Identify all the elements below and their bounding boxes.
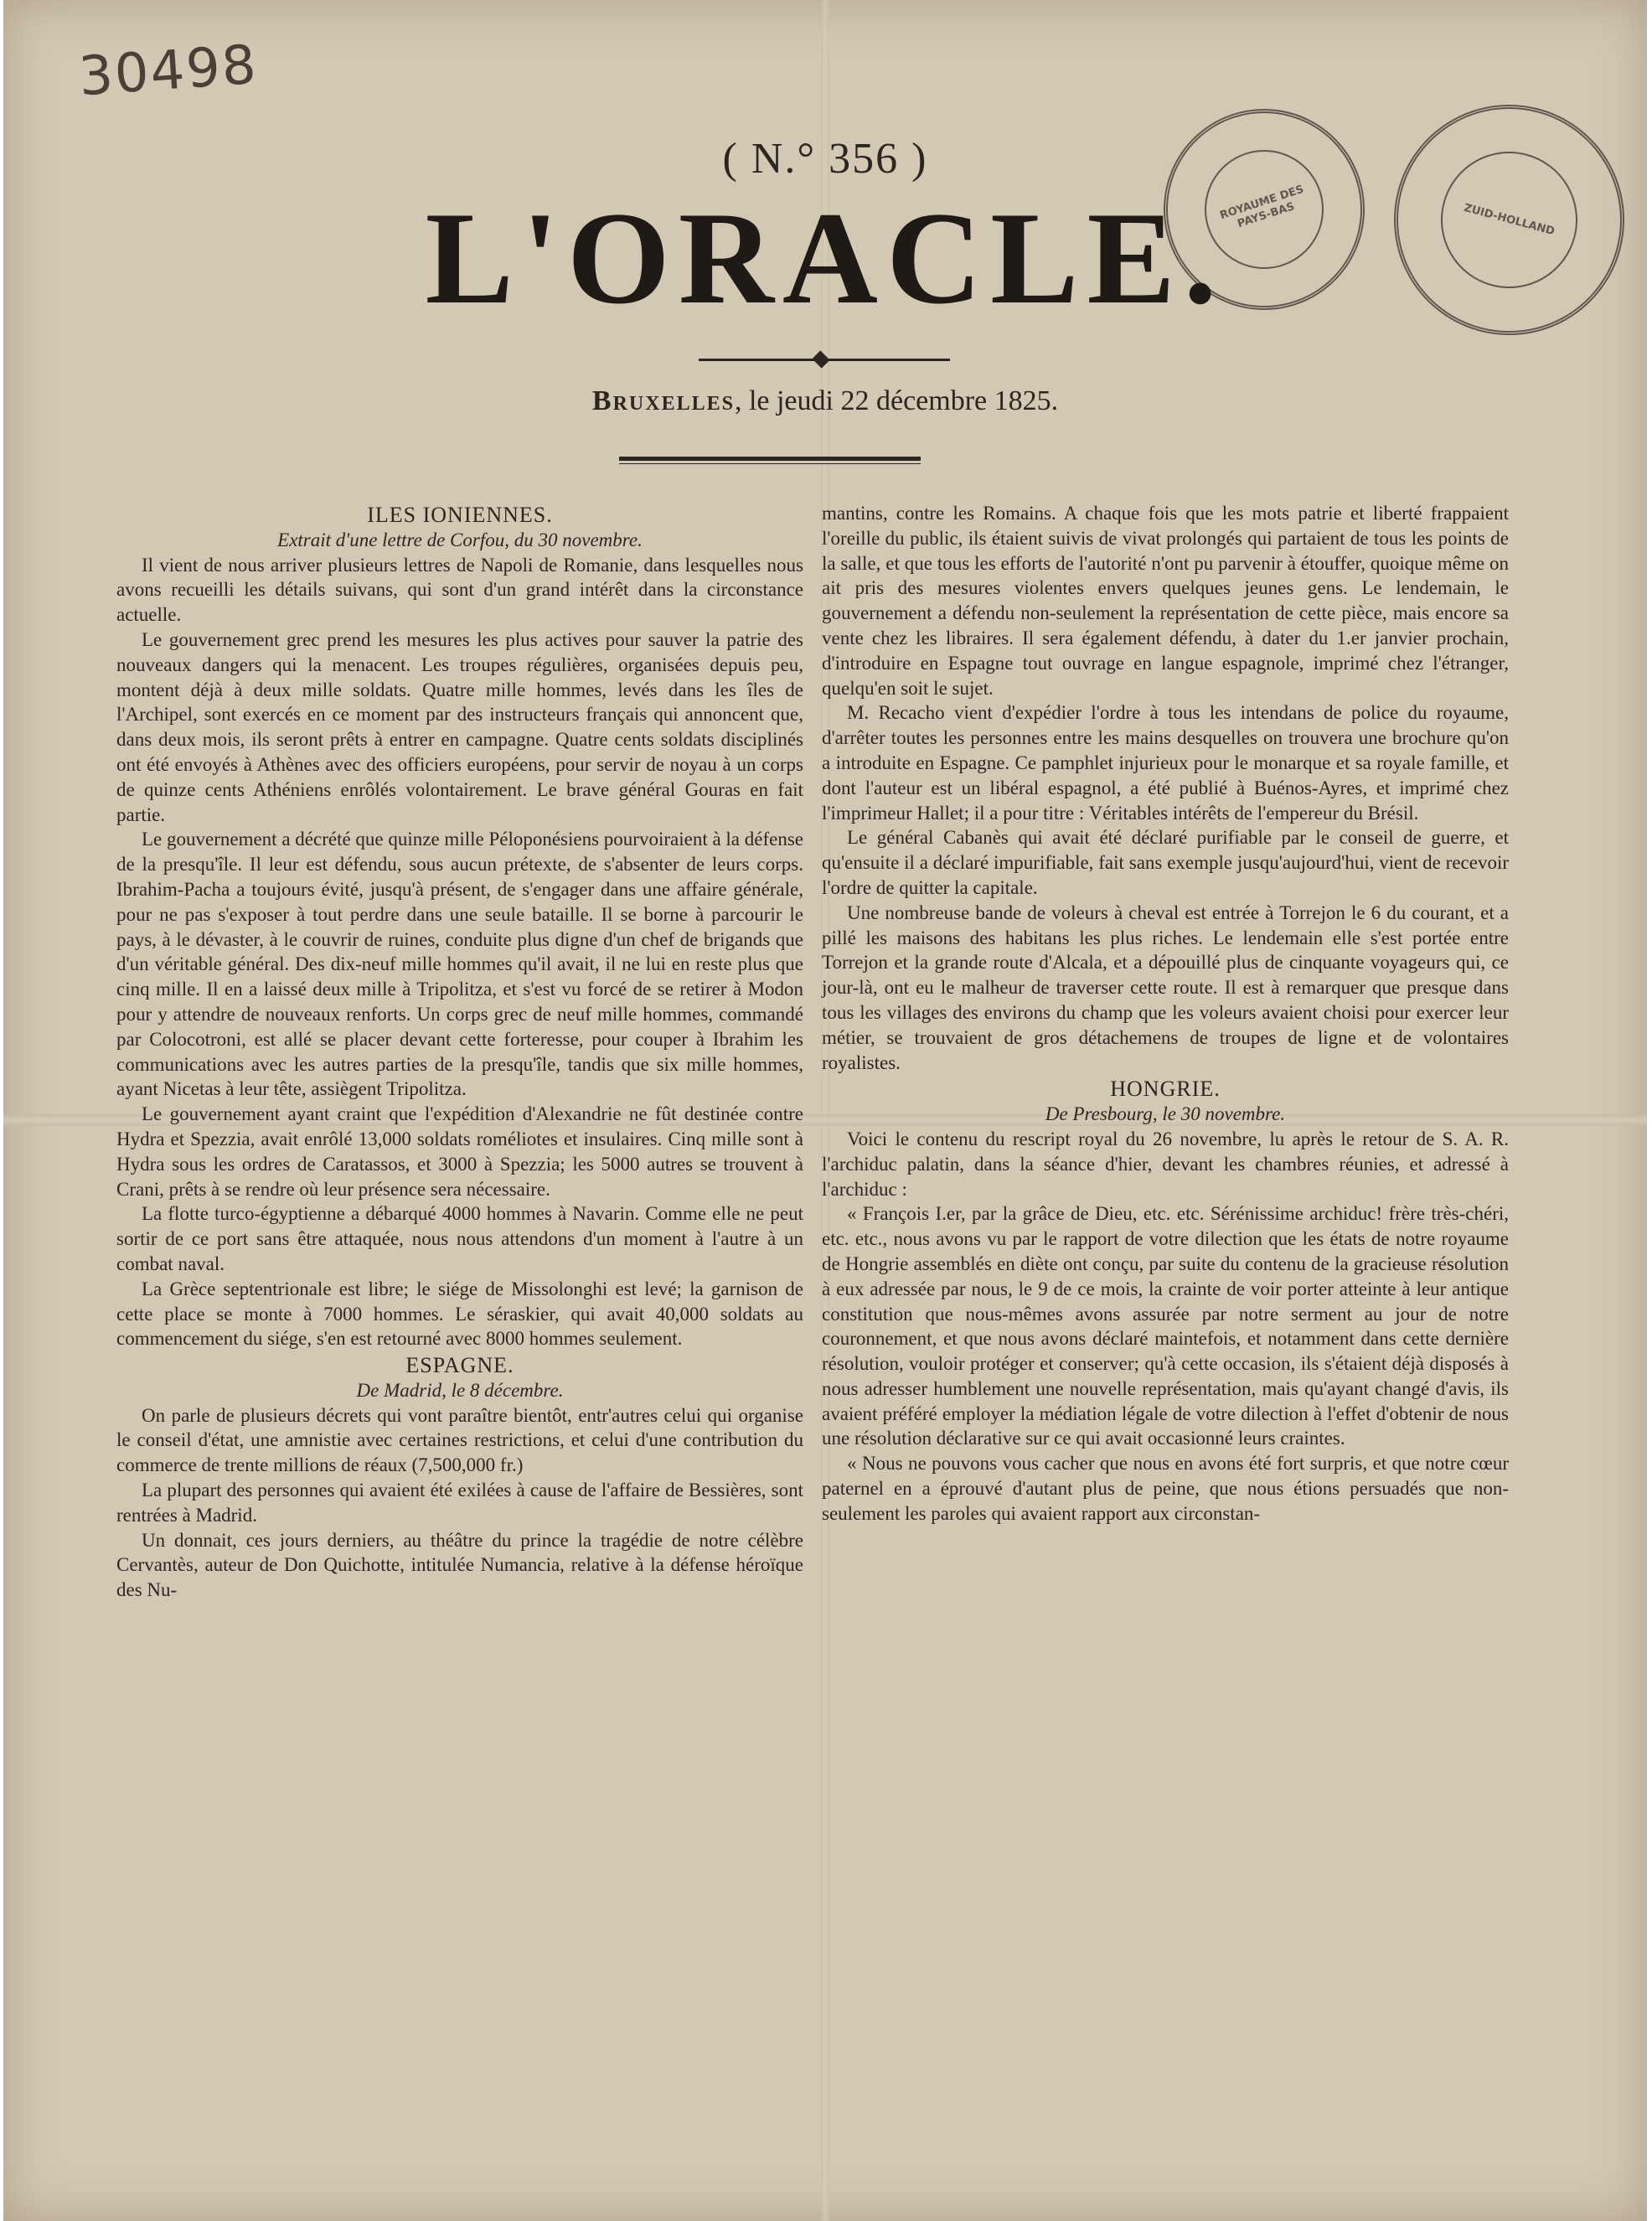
section-subheading-presbourg: De Presbourg, le 30 novembre. — [1045, 1103, 1286, 1125]
stamp-1-label: ROYAUME DES PAYS-BAS — [1190, 135, 1340, 285]
dateline-city: Bruxelles — [591, 385, 735, 416]
issue-number: ( N.° 356 ) — [722, 135, 928, 183]
paragraph: Le gouvernement grec prend les mesures les plus actives pour sauver la patrie des nouveaux dangers qui la menacent. Les troupes régulières, organisées depuis peu, montent déjà à deux mille soldats. Quatre mille hommes, levés dans les îles de l'Archipel, sont exercés en ce moment par des instructeurs français qui annoncent que, dans deux mois, ils seront prêts à entrer en campagne. Quatre cents soldats disciplinés ont été envoyés à Athènes avec des officiers européens, pour servir de noyau à un corps de quinze cents Athéniens enrôlés volontairement. Le brave général Gouras en fait partie. — [116, 628, 803, 825]
dateline-date: , le jeudi 22 décembre 1825. — [734, 385, 1059, 416]
paragraph: Voici le contenu du rescript royal du 26 novembre, lu après le retour de S. A. R. l'archiduc palatin, dans la séance d'hier, devant les chambres réunies, et adressé à l'archiduc : — [822, 1128, 1509, 1200]
paragraph: La flotte turco-égyptienne a débarqué 4000 hommes à Navarin. Comme elle ne peut sortir de ce port sans être attaquée, nous nous attendons d'un moment à l'autre à un combat naval. — [116, 1203, 803, 1274]
section-subheading-corfou: Extrait d'une lettre de Corfou, du 30 novembre. — [277, 529, 643, 550]
paragraph: Il vient de nous arriver plusieurs lettres de Napoli de Romanie, dans lesquelles nous avons recueilli les détails suivans, qui sont d'un grand intérêt dans la circonstance actuelle. — [116, 554, 803, 626]
paragraph: Une nombreuse bande de voleurs à cheval est entrée à Torrejon le 6 du courant, et a pillé les maisons des habitans les plus riches. Le lendemain elle s'est portée entre Torrejon et la grande route d'Alcala, et a dépouillé plus de cinquante voyageurs qui, ce jour-là, ont eu le malheur de traverser cette route. Il est à remarquer que presque dans tous les villages des environs du champ que les voleurs avaient choisi pour exercer leur métier, se trouvaient de gros détachemens de troupes de ligne et de volontaires royalistes. — [822, 901, 1509, 1073]
paragraph: La plupart des personnes qui avaient été exilées à cause de l'affaire de Bessières, sont rentrées à Madrid. — [116, 1480, 803, 1526]
masthead-rule — [619, 457, 921, 461]
paragraph: « François I.er, par la grâce de Dieu, etc. etc. Sérénissime archiduc! frère très-chéri, etc. etc., nous avons vu par le rapport de votre dilection que les états de notre royaume de Hongrie assemblés en diète ont conçu, par suite du contenu de la gracieuse résolution à eux adressée par nous, le 9 de ce mois, la crainte de voir porter atteinte à leur antique constitution que nous-mêmes avons assurée par notre serment au jour de notre couronnement, et que nous avons déclaré maintefois, et notamment dans cette dernière résolution, vouloir protéger et conserver; qu'à cette occasion, ils s'étaient déjà disposés à nous adresser humblement une nouvelle représentation, mais qu'ayant changé d'avis, ils avaient préféré employer la médiation légale de votre dilection à l'effet d'obtenir de nous une résolution déclarative sur ce qui avait occasionné leurs craintes. — [822, 1203, 1509, 1449]
newspaper-title: L'ORACLE. — [425, 185, 1226, 332]
column-left — [116, 501, 803, 1603]
section-heading-ionian: ILES IONIENNES. — [367, 503, 553, 527]
column-right — [822, 501, 1509, 1526]
dateline — [3, 385, 1647, 417]
masthead-rule-thin — [619, 463, 921, 464]
paragraph: Le général Cabanès qui avait été déclaré purifiable par le conseil de guerre, et qu'ensuite il a déclaré impurifiable, fait sans exemple jusqu'aujourd'hui, vient de recevoir l'ordre de quitter la capitale. — [822, 827, 1509, 898]
newspaper-page — [3, 0, 1647, 2221]
paragraph: M. Recacho vient d'expédier l'ordre à tous les intendans de police du royaume, d'arrêter toutes les personnes entre les mains desquelles on trouvera une brochure qu'on a introduite en Espagne. Ce pamphlet injurieux pour le monarque et sa royale famille, et dont l'auteur est un libéral espagnol, a été publié à Buénos-Ayres, et imprimé chez l'imprimeur Hallet; il a pour titre : Véritables intérêts de l'empereur du Brésil. — [822, 702, 1509, 824]
paragraph: Le gouvernement a décrété que quinze mille Péloponésiens pourvoiraient à la défense de la presqu'île. Il leur est défendu, sous aucun prétexte, de s'absenter de leurs corps. Ibrahim-Pacha a toujours évité, jusqu'à présent, de s'engager dans une affaire générale, pour ne pas s'exposer à tout perdre dans une seule bataille. Il se borne à parcourir le pays, à le dévaster, à le couvrir de ruines, conduite plus digne d'un chef de brigands que d'un véritable général. Des dix-neuf mille hommes qu'il avait, il ne lui en reste plus que cinq mille. Il en a laissé deux mille à Tripolitza, et s'est vu forcé de se retirer à Modon pour y attendre de nouveaux renforts. Un corps grec de neuf mille hommes, commandé par Colocotroni, est allé se placer devant cette forteresse, pour couper à Ibrahim les communications avec les autres parties de la presqu'île, tandis que six mille hommes, ayant Nicetas à leur tête, assiègent Tripolitza. — [116, 829, 803, 1100]
paragraph: Un donnait, ces jours derniers, au théâtre du prince la tragédie de notre célèbre Cervantès, auteur de Don Quichotte, intitulée Numancia, relative à la défense héroïque des Nu- — [116, 1529, 803, 1601]
inventory-number: 30498 — [76, 34, 260, 109]
paragraph: On parle de plusieurs décrets qui vont paraître bientôt, entr'autres celui qui organise le conseil d'état, une amnistie avec certaines restrictions, et celui d'une contribution du commerce de trente millions de réaux (7,500,000 fr.) — [116, 1404, 803, 1476]
paragraph: Le gouvernement ayant craint que l'expédition d'Alexandrie ne fût destinée contre Hydra et Spezzia, avait enrôlé 13,000 soldats roméliotes et insulaires. Cinq mille sont à Hydra sous les ordres de Caratassos, et 3000 à Spezzia; les 5000 autres se trouvent à Crani, prêts à se rendre où leur présence sera nécessaire. — [116, 1103, 803, 1200]
section-heading-hongrie: HONGRIE. — [1110, 1077, 1221, 1102]
section-heading-espagne: ESPAGNE. — [405, 1353, 514, 1378]
section-subheading-madrid: De Madrid, le 8 décembre. — [356, 1379, 564, 1401]
paragraph: « Nous ne pouvons vous cacher que nous en avons été fort surpris, et que notre cœur paternel en a éprouvé d'autant plus de peine, que nous étions persuadés que non-seulement les paroles qui avaient rapport aux circonstan- — [822, 1453, 1509, 1524]
stamp-2-label: ZUID-HOLLAND — [1426, 137, 1593, 304]
paragraph: mantins, contre les Romains. A chaque fois que les mots patrie et liberté frappaient l'oreille du public, ils étaient suivis de vivat prolongés qui partaient de tous les points de la salle, et que tous les efforts de l'autorité n'ont pu parvenir à étouffer, quoique même on ait pris des mesures violentes envers quelques jeunes gens. Le lendemain, le gouvernement a défendu non-seulement la représentation de cette pièce, mais encore sa vente chez les libraires. Il sera également défendu, à dater du 1.er janvier prochain, d'introduire en Espagne tout ouvrage en langue espagnole, imprimé chez l'étranger, quelqu'en soit le sujet. — [822, 503, 1509, 699]
paragraph: La Grèce septentrionale est libre; le siége de Missolonghi est levé; la garnison de cette place se monte à 7000 hommes. Le séraskier, qui avait 40,000 soldats au commencement du siége, s'en est retourné avec 8000 hommes seulement. — [116, 1278, 803, 1350]
